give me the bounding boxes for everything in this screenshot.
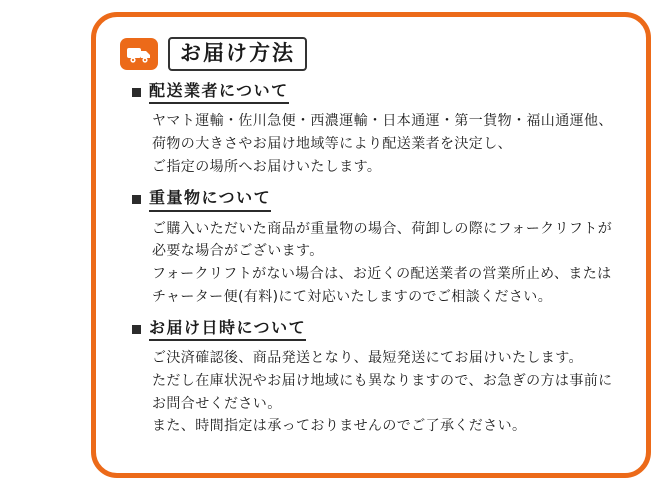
bullet-square-icon [132, 88, 141, 97]
delivery-truck-icon [120, 38, 158, 70]
section-header [132, 81, 626, 104]
body-line: お問合せください。 [152, 395, 282, 412]
section-title: お届け日時について [149, 318, 306, 341]
left-gutter [0, 0, 91, 489]
section-title: 配送業者について [149, 81, 289, 104]
page-title-box [168, 37, 307, 71]
body-line: また、時間指定は承っておりませんのでご了承ください。 [152, 418, 527, 435]
body-line: ご決済確認後、商品発送となり、最短発送にてお届けいたします。 [152, 350, 583, 367]
section-title: 重量物について [149, 188, 271, 211]
body-line: ご指定の場所へお届けいたします。 [152, 158, 382, 175]
body-line: チャーター便(有料)にて対応いたしますのでご相談ください。 [152, 288, 553, 305]
section-header [132, 188, 626, 211]
card-header [120, 37, 626, 71]
body-line: ヤマト運輸・佐川急便・西濃運輸・日本通運・第一貨物・福山通運他、 [152, 113, 613, 130]
body-line: ご購入いただいた商品が重量物の場合、荷卸しの際にフォークリフトが [152, 220, 613, 237]
body-line: フォークリフトがない場合は、お近くの配送業者の営業所止め、または [152, 265, 612, 282]
section-body [152, 218, 626, 309]
body-line: 荷物の大きさやお届け地域等により配送業者を決定し、 [152, 136, 512, 152]
page-title: お届け方法 [180, 41, 295, 65]
section-delivery-datetime [118, 318, 626, 438]
body-line: ただし在庫状況やお届け地域にも異なりますので、お急ぎの方は事前に [152, 373, 613, 390]
section-body [152, 110, 626, 178]
body-line: 必要な場合がございます。 [152, 243, 324, 260]
card-content [96, 17, 646, 473]
section-body [152, 347, 626, 438]
bullet-square-icon [132, 195, 141, 204]
bullet-square-icon [132, 325, 141, 334]
shipping-info-card [91, 12, 651, 478]
section-header [132, 318, 626, 341]
section-heavy-items [118, 188, 626, 308]
section-shipping-carrier [118, 81, 626, 178]
